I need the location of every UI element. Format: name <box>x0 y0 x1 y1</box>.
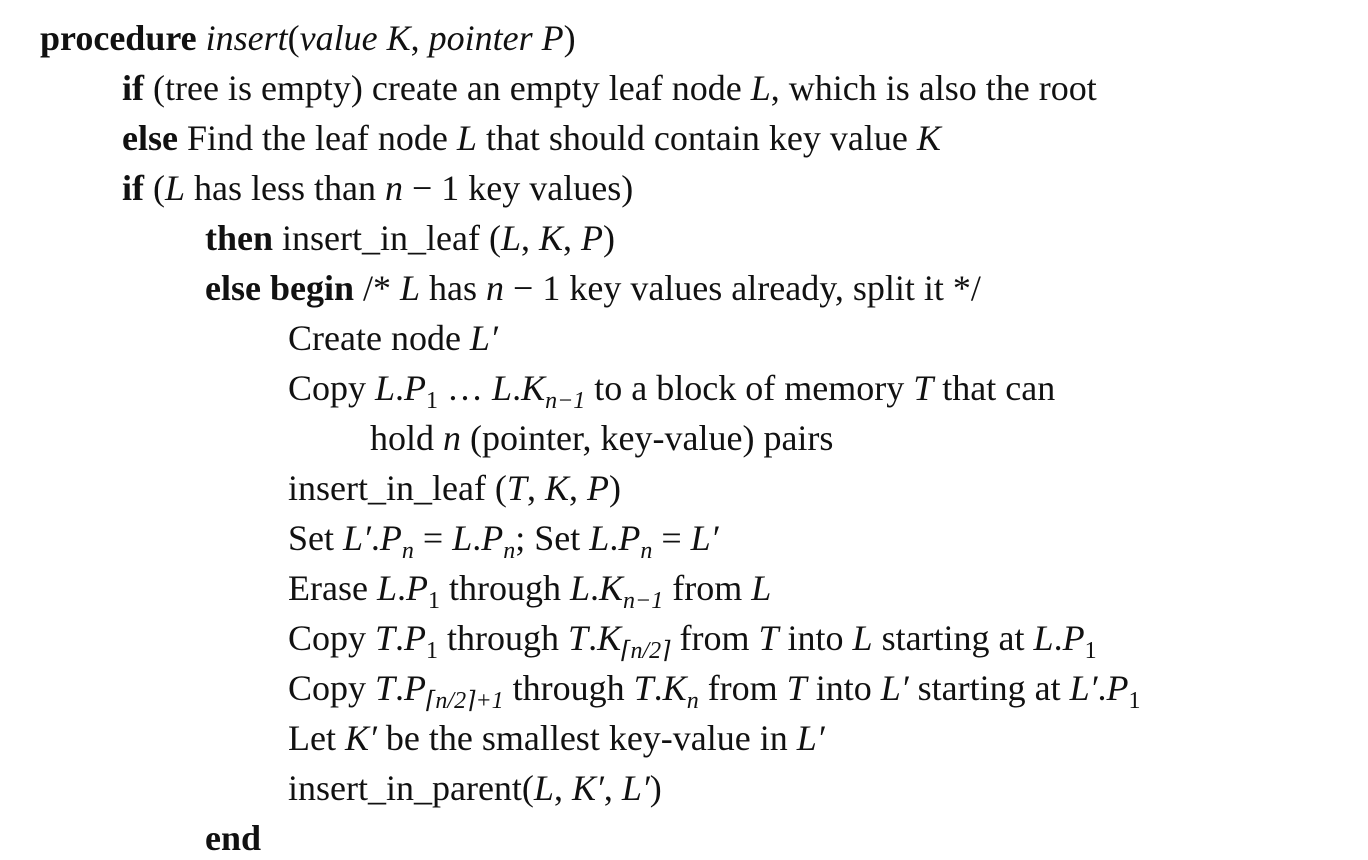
var: n <box>443 418 462 458</box>
line-set-pointers <box>288 516 719 564</box>
line-text: (pointer, key-value) pairs <box>461 418 834 458</box>
line-let-k-prime <box>288 716 825 760</box>
dot: . <box>395 668 405 708</box>
line-text: that can <box>933 368 1056 408</box>
var: L <box>750 68 771 108</box>
subscript: 1 <box>426 638 439 664</box>
keyword-else: else <box>122 118 178 158</box>
procedure-header <box>40 16 576 60</box>
var: K′ <box>344 718 377 758</box>
line-text: through <box>438 618 569 658</box>
subscript: n <box>640 538 653 564</box>
line-text: Set <box>288 518 344 558</box>
var: P <box>586 468 609 508</box>
param-comma: , <box>410 18 429 58</box>
var: T <box>758 618 779 658</box>
line-insert-in-leaf-t <box>288 466 621 510</box>
line-text: ( <box>144 168 165 208</box>
var: T <box>633 668 654 708</box>
comma: , <box>568 468 587 508</box>
dot: . <box>472 518 482 558</box>
var: P <box>481 518 504 558</box>
param-value: value K <box>299 18 411 58</box>
line-else-begin <box>205 266 981 310</box>
keyword-if: if <box>122 68 144 108</box>
subscript: n−1 <box>545 388 586 414</box>
line-text: Let <box>288 718 345 758</box>
line-text: through <box>439 568 570 608</box>
line-text: to a block of memory <box>585 368 914 408</box>
line-text: Create node <box>288 318 470 358</box>
line-text: into <box>806 668 881 708</box>
subscript: 1 <box>1128 688 1141 714</box>
paren-close: ) <box>602 218 615 258</box>
line-copy-second-half <box>288 666 1141 714</box>
subscript: ⌈n/2⌉ <box>621 638 671 664</box>
var: L′ <box>621 768 650 808</box>
keyword-end: end <box>205 818 262 858</box>
subscript: 1 <box>1084 638 1097 664</box>
procedure-name: insert <box>205 18 288 58</box>
var: n <box>385 168 403 208</box>
line-text: /* <box>354 268 401 308</box>
keyword-then: then <box>205 218 274 258</box>
var: L <box>165 168 186 208</box>
line-copy-first-half <box>288 616 1097 664</box>
subscript: n <box>503 538 516 564</box>
line-text: from <box>670 618 759 658</box>
var: P <box>404 618 427 658</box>
subscript: 1 <box>427 588 440 614</box>
var: L <box>751 568 772 608</box>
var: n <box>486 268 505 308</box>
var: L <box>500 218 521 258</box>
var: K′ <box>571 768 604 808</box>
var: T <box>786 668 807 708</box>
keyword-else-begin: else begin <box>205 268 354 308</box>
dot: . <box>1097 668 1107 708</box>
var: P <box>618 518 641 558</box>
line-text: that should contain key value <box>476 118 917 158</box>
var: K <box>916 118 941 158</box>
var: L′ <box>469 318 498 358</box>
param-pointer: pointer P <box>428 18 564 58</box>
line-text: has <box>420 268 487 308</box>
line-text: has less than <box>185 168 385 208</box>
var: L <box>569 568 591 608</box>
dot: . <box>370 518 380 558</box>
var: L′ <box>796 718 825 758</box>
var: L <box>533 768 554 808</box>
line-hold-pairs <box>370 416 833 460</box>
line-text: − 1 key values already, split it */ <box>504 268 981 308</box>
var: L′ <box>690 518 719 558</box>
line-text: Copy <box>288 368 376 408</box>
var: L <box>852 618 873 658</box>
dot: . <box>609 518 619 558</box>
subscript: n <box>686 688 699 714</box>
var: K <box>544 468 569 508</box>
var: L <box>589 518 610 558</box>
var: P <box>379 518 402 558</box>
line-text: hold <box>370 418 444 458</box>
var: K <box>538 218 563 258</box>
paren-open: ( <box>287 18 300 58</box>
paren-close: ) <box>608 468 621 508</box>
var: P <box>580 218 603 258</box>
line-if-less-than <box>122 166 633 210</box>
line-text: ; Set <box>515 518 590 558</box>
paren-close: ) <box>649 768 662 808</box>
var: P <box>404 368 427 408</box>
line-text: , which is also the root <box>770 68 1097 108</box>
line-text: insert_in_leaf ( <box>288 468 507 508</box>
comma: , <box>603 768 622 808</box>
dot: . <box>1053 618 1063 658</box>
comma: , <box>553 768 572 808</box>
var: K <box>597 618 622 658</box>
var: L′ <box>880 668 909 708</box>
line-else-find-leaf <box>122 116 941 160</box>
keyword-if: if <box>122 168 144 208</box>
dot: . <box>588 618 598 658</box>
dot: . <box>512 368 522 408</box>
var: T <box>568 618 589 658</box>
comma: , <box>520 218 539 258</box>
line-text: starting at <box>872 618 1034 658</box>
line-text: − 1 key values) <box>403 168 634 208</box>
line-text: insert_in_parent( <box>288 768 534 808</box>
dot: . <box>396 568 406 608</box>
subscript: ⌈n/2⌉+1 <box>426 688 504 714</box>
dot: . <box>395 368 405 408</box>
var: L′ <box>343 518 371 558</box>
var: K <box>662 668 687 708</box>
var: L <box>1033 618 1054 658</box>
var: L <box>375 368 396 408</box>
comma: , <box>526 468 545 508</box>
dot: . <box>590 568 600 608</box>
line-text: into <box>778 618 853 658</box>
var: L′ <box>1069 668 1098 708</box>
line-text: Copy <box>288 618 376 658</box>
line-text: Erase <box>288 568 377 608</box>
var: L <box>492 368 513 408</box>
line-text: Copy <box>288 668 376 708</box>
var: P <box>404 668 427 708</box>
var: K <box>521 368 546 408</box>
subscript: n−1 <box>623 588 664 614</box>
dot: . <box>653 668 663 708</box>
subscript: n <box>401 538 414 564</box>
var: T <box>506 468 527 508</box>
var: P <box>1062 618 1085 658</box>
line-copy-to-block <box>288 366 1056 414</box>
paren-close: ) <box>563 18 576 58</box>
keyword-procedure: procedure <box>40 18 197 58</box>
dot: . <box>395 618 405 658</box>
line-text: (tree is empty) create an empty leaf node <box>144 68 751 108</box>
line-text: insert_in_leaf ( <box>273 218 501 258</box>
line-end <box>205 816 261 860</box>
subscript: 1 <box>426 388 439 414</box>
var: K <box>599 568 624 608</box>
line-if-tree-empty <box>122 66 1097 110</box>
var: T <box>375 668 396 708</box>
comma: , <box>562 218 581 258</box>
line-text: … <box>438 368 493 408</box>
line-text: starting at <box>908 668 1070 708</box>
line-create-node <box>288 316 498 360</box>
line-text: from <box>698 668 787 708</box>
line-text: Find the leaf node <box>177 118 457 158</box>
equals: = <box>413 518 453 558</box>
var: T <box>375 618 396 658</box>
var: L <box>400 268 421 308</box>
line-then-insert <box>205 216 615 260</box>
line-text: be the smallest key-value in <box>376 718 797 758</box>
var: P <box>405 568 428 608</box>
line-insert-in-parent <box>288 766 662 810</box>
equals: = <box>652 518 691 558</box>
line-text: from <box>663 568 752 608</box>
var: L <box>376 568 397 608</box>
var: L <box>452 518 473 558</box>
var: L <box>456 118 477 158</box>
var: P <box>1106 668 1129 708</box>
var: T <box>913 368 934 408</box>
line-text: through <box>503 668 634 708</box>
line-erase <box>288 566 772 614</box>
